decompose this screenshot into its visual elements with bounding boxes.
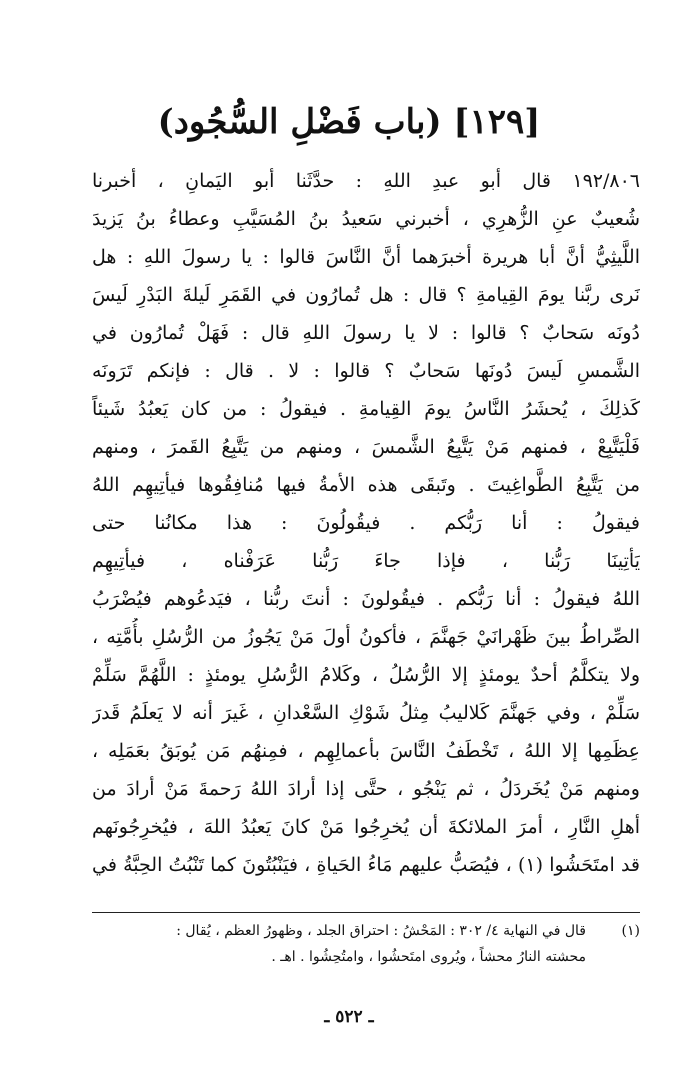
text-line: ومنهم مَنْ يُخَردَلُ ، ثم يَنْجُو ، حتَّى إذا أرادَ اللهُ رَحمةَ مَنْ أرادَ من xyxy=(92,778,640,800)
page-number: ـ ٥٢٢ ـ xyxy=(324,1007,374,1027)
footnote-marker: (١) xyxy=(621,923,640,939)
text-line: كَذلِكَ ، يُحشَرُ النَّاسُ يومَ القِيامةِ . فيقولُ : من كان يَعبُدُ شَيئاً xyxy=(92,398,640,420)
hadith-text xyxy=(92,162,640,884)
text-line: من يَتَّبِعُ الطَّواغِيتَ . وتَبقَى هذه الأمةُ فيها مُنافِقُوها فيأتِيهِم اللهُ xyxy=(92,474,640,496)
footnote-line xyxy=(92,918,640,944)
text-line: أهلِ النَّارِ ، أمرَ الملائكةَ أن يُخرِجُوا مَنْ كانَ يَعبُدُ اللهَ ، فيُخرِجُونَهم xyxy=(92,816,640,838)
text-line: ١٩٢/٨٠٦ قال أبو عبدِ اللهِ : حدَّثَنا أبو اليَمانِ ، أخبرنا xyxy=(92,170,640,192)
text-line: عِظَمِها إلا اللهُ ، تَخْطَفُ النَّاسَ بأعمالِهِم ، فمِنهُم مَن يُوبَقُ بعَمَلِه ، xyxy=(92,740,640,762)
text-line: الشَّمسِ لَيسَ دُونَها سَحابٌ ؟ قالوا : لا . قال : فإنكم تَرَونَه xyxy=(92,360,640,382)
text-line: سَلِّمْ ، وفي جَهنَّمَ كَلاليبُ مِثلُ شَوْكِ السَّعْدانِ ، غَيرَ أنه لا يَعلَمُ قَدرَ xyxy=(92,702,640,724)
text-line: يَأتِينَا رَبُّنا ، فإذا جاءَ رَبُّنا عَرَفْناه ، فيأتِيهِم xyxy=(92,550,640,572)
text-line: فيقولُ : أنا رَبُّكم . فيقُولُونَ : هذا مكانُنا حتى xyxy=(92,512,640,534)
text-line: اللهُ فيقولُ : أنا رَبُّكم . فيقُولونَ : أنتَ ربُّنا ، فيَدعُوهم فيُضْرَبُ xyxy=(92,588,640,610)
footnote-text: قال في النهاية ٤/ ٣٠٢ : المَحْشُ : احتراق الجلد ، وظهورُ العظم ، يُقال : xyxy=(176,923,586,939)
footnote-divider xyxy=(92,912,640,913)
chapter-title: [١٢٩] (باب فَضْلِ السُّجُود) xyxy=(157,102,541,142)
footnote-line: محشته النارُ محشاً ، ويُروى امتَحشُوا ، وامتُحِشُوا . اهـ . xyxy=(271,949,586,965)
text-line: دُونَه سَحابٌ ؟ قالوا : لا يا رسولَ اللهِ قال : فَهَلْ تُمارُون في xyxy=(92,322,640,344)
footnotes xyxy=(92,918,640,970)
text-line: قد امتَحَشُوا (١) ، فيُصَبُّ عليهم مَاءُ الحَياةِ ، فيَنْبُتُونَ كما تَنْبُتُ الحِبَّةُ في xyxy=(92,854,640,876)
text-line: ولا يتكلَّمُ أحدٌ يومئذٍ إلا الرُّسُلُ ، وكَلامُ الرُّسُلِ يومئذٍ : اللَّهُمَّ سَلِّمْ xyxy=(92,664,640,686)
text-line: اللَّيثِيُّ أنَّ أبا هريرة أخبرَهما أنَّ النَّاسَ قالوا : يا رسولَ اللهِ : هل xyxy=(92,246,640,268)
text-line: فَلْيَتَّبِعْ ، فمنهم مَنْ يَتَّبِعُ الشَّمسَ ، ومنهم من يَتَّبِعُ القَمرَ ، ومنهم xyxy=(92,436,640,458)
text-line: نَرى ربَّنا يومَ القِيامةِ ؟ قال : هل تُمارُون في القَمَرِ لَيلةَ البَدْرِ لَيسَ xyxy=(92,284,640,306)
text-line: الصِّراطُ بينَ ظَهْرانَيْ جَهنَّمَ ، فأكونُ أولَ مَنْ يَجُوزُ من الرُّسُلِ بأُمَّتِه ، xyxy=(92,626,640,648)
text-line: شُعيبٌ عنِ الزُّهرِي ، أخبرني سَعيدُ بنُ المُسَيَّبِ وعطاءُ بنُ يَزيدَ xyxy=(92,208,640,230)
